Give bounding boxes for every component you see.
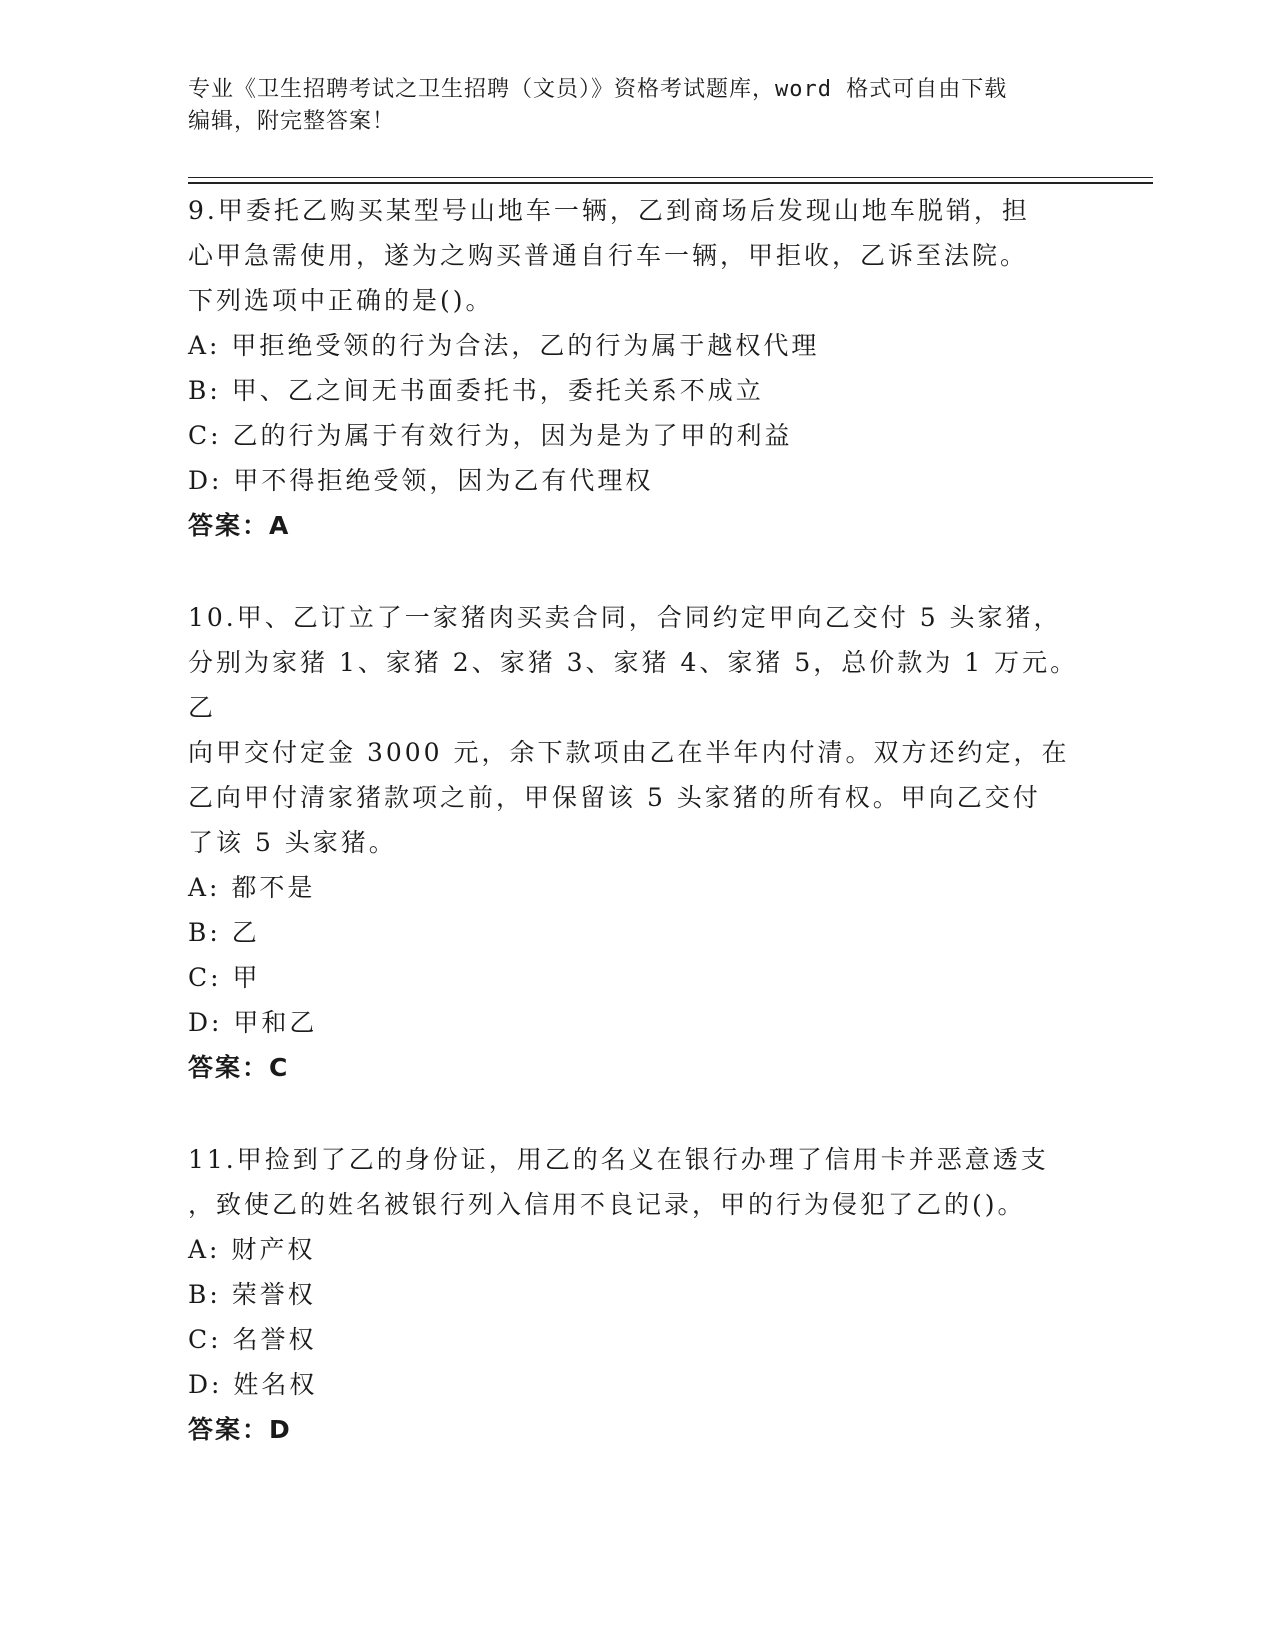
stem-line: 向甲交付定金 3000 元，余下款项由乙在半年内付清。双方还约定，在: [188, 738, 1070, 767]
option-c: C: 名誉权: [188, 1325, 317, 1354]
option-d: D: 甲和乙: [188, 1008, 318, 1037]
question-9: [188, 188, 1088, 548]
header-line-2: 编辑，附完整答案！: [188, 109, 396, 134]
option-d: D: 姓名权: [188, 1370, 318, 1399]
header-divider-thin: [188, 177, 1153, 178]
stem-line: 乙向甲付清家猪款项之前，甲保留该 5 头家猪的所有权。甲向乙交付: [188, 783, 1041, 812]
option-c: C: 甲: [188, 963, 261, 992]
stem-line: 分别为家猪 1、家猪 2、家猪 3、家猪 4、家猪 5，总价款为 1 万元。乙: [188, 648, 1079, 722]
question-stem: [188, 188, 1088, 323]
stem-line: 11.甲捡到了乙的身份证，用乙的名义在银行办理了信用卡并恶意透支: [188, 1145, 1049, 1174]
stem-line: ，致使乙的姓名被银行列入信用不良记录，甲的行为侵犯了乙的()。: [188, 1190, 1026, 1219]
stem-line: 心甲急需使用，遂为之购买普通自行车一辆，甲拒收，乙诉至法院。: [188, 241, 1029, 270]
option-b: B: 甲、乙之间无书面委托书，委托关系不成立: [188, 376, 764, 405]
document-header: [188, 74, 1068, 138]
question-stem: [188, 1137, 1088, 1227]
stem-line: 9.甲委托乙购买某型号山地车一辆，乙到商场后发现山地车脱销，担: [188, 196, 1030, 225]
stem-line: 下列选项中正确的是()。: [188, 286, 494, 315]
answer-label: 答案：D: [188, 1415, 292, 1444]
option-a: A: 财产权: [188, 1235, 316, 1264]
question-stem: [188, 595, 1088, 865]
stem-line: 10.甲、乙订立了一家猪肉买卖合同，合同约定甲向乙交付 5 头家猪，: [188, 603, 1062, 632]
question-10: [188, 595, 1088, 1090]
option-a: A: 甲拒绝受领的行为合法，乙的行为属于越权代理: [188, 331, 820, 360]
header-line-1: 专业《卫生招聘考试之卫生招聘（文员）》资格考试题库，word 格式可自由下载: [188, 77, 1008, 102]
option-c: C: 乙的行为属于有效行为，因为是为了甲的利益: [188, 421, 793, 450]
option-d: D: 甲不得拒绝受领，因为乙有代理权: [188, 466, 654, 495]
answer-label: 答案：C: [188, 1053, 290, 1082]
stem-line: 了该 5 头家猪。: [188, 828, 397, 857]
option-a: A: 都不是: [188, 873, 316, 902]
question-11: [188, 1137, 1088, 1452]
option-b: B: 荣誉权: [188, 1280, 316, 1309]
question-list: [188, 188, 1088, 1452]
answer-label: 答案：A: [188, 511, 291, 540]
header-divider-thick: [188, 182, 1153, 184]
option-b: B: 乙: [188, 918, 260, 947]
